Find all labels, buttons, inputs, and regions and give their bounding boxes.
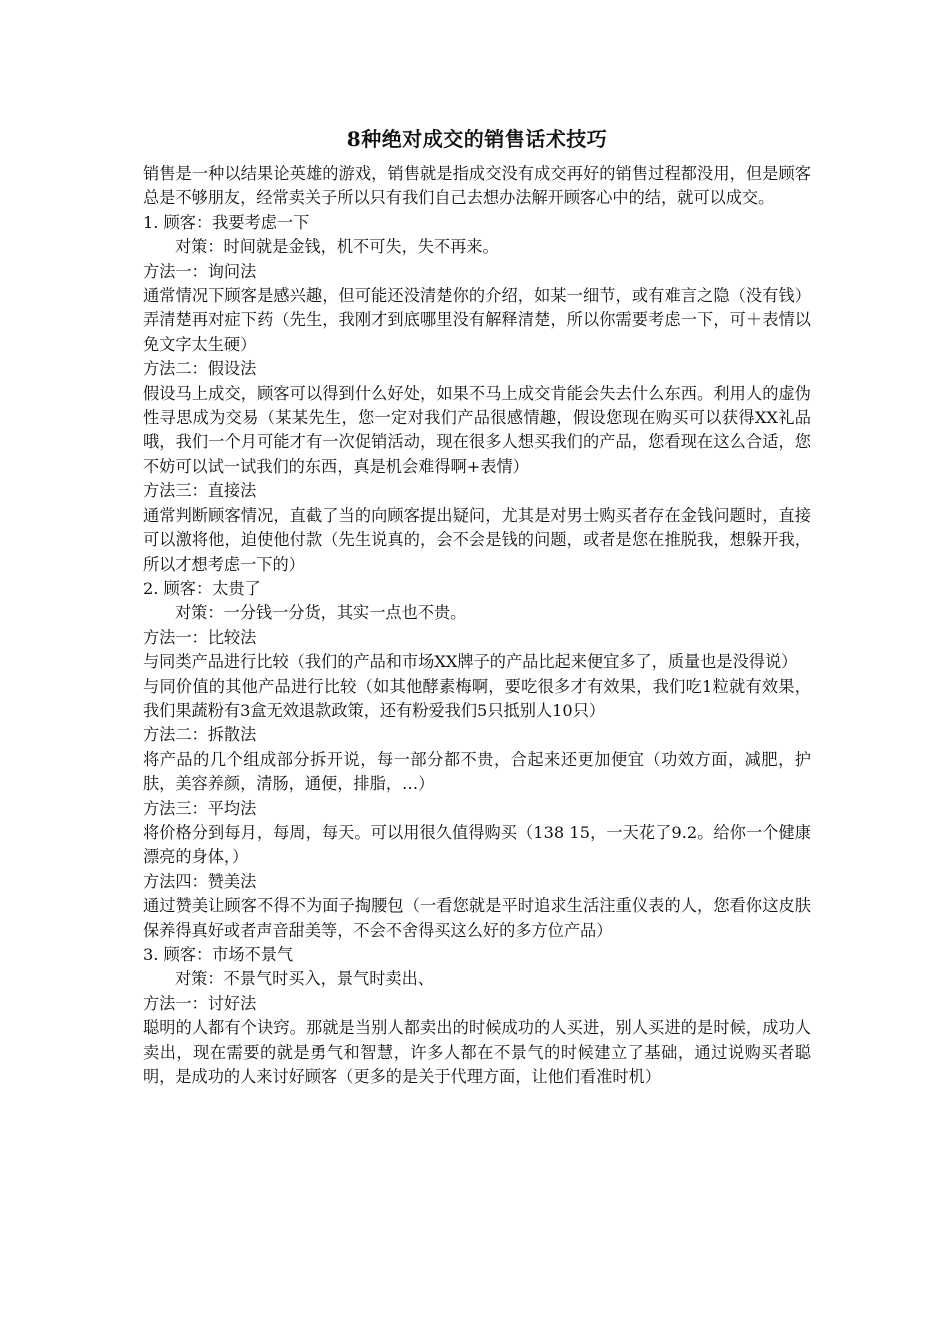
method-paragraph: 通常判断顾客情况，直截了当的向顾客提出疑问，尤其是对男士购买者存在金钱问题时，直接可以激将他，迫使他付款（先生说真的，会不会是钱的问题，或者是您在推脱我，想躲开我，所以才想考虑一下的） [143,505,811,574]
method-heading: 方法一：比较法 [143,627,257,647]
method-paragraph: 将价格分到每月，每周，每天。可以用很久值得购买（138 15，一天花了9.2。给你一个健康漂亮的身体，） [143,822,811,867]
method-paragraph: 通过赞美让顾客不得不为面子掏腰包（一看您就是平时追求生活注重仪表的人，您看你这皮肤保养得真好或者声音甜美等，不会不舍得买这么好的多方位产品） [143,896,811,940]
method-heading: 方法四：赞美法 [143,871,257,891]
section-heading-2: 2. 顾客：太贵了 [143,578,261,598]
method-paragraph: 假设马上成交，顾客可以得到什么好处，如果不马上成交肯能会失去什么东西。利用人的虚伪性寻思成为交易（某某先生，您一定对我们产品很感情趣，假设您现在购买可以获得XX礼品哦，我们一个月可能才有一次促销活动，现在很多人想买我们的产品，您看现在这么合适，您不妨可以试一试我们的东西，真是机会难得啊+表情） [143,383,811,476]
method-paragraph: 与同价值的其他产品进行比较（如其他酵素梅啊，要吃很多才有效果，我们吃1粒就有效果，我们果蔬粉有3盒无效退款政策，还有粉爱我们5只抵别人10只） [143,676,811,720]
method-heading: 方法一：讨好法 [143,993,257,1013]
strategy-line-1: 对策：时间就是金钱，机不可失，失不再来。 [175,237,499,257]
method-heading: 方法二：拆散法 [143,725,257,745]
intro-paragraph: 销售是一种以结果论英雄的游戏，销售就是指成交没有成交再好的销售过程都没用，但是顾客总是不够朋友，经常卖关子所以只有我们自己去想办法解开顾客心中的结，就可以成交。 [143,164,811,208]
method-heading: 方法三：直接法 [143,481,257,501]
strategy-line-2: 对策：一分钱一分货，其实一点也不贵。 [175,603,467,623]
method-paragraph: 与同类产品进行比较（我们的产品和市场XX牌子的产品比起来便宜多了，质量也是没得说） [143,652,798,672]
method-heading: 方法三：平均法 [143,798,257,818]
section-heading-3: 3. 顾客：市场不景气 [143,945,294,964]
document-page [143,124,811,1089]
document-title: 8种绝对成交的销售话术技巧 [346,127,608,151]
method-paragraph: 将产品的几个组成部分拆开说，每一部分都不贵，合起来还更加便宜（功效方面，减肥，护肤，美容养颜，清肠，通便，排脂，…） [143,749,811,794]
method-paragraph: 聪明的人都有个诀窍。那就是当别人都卖出的时候成功的人买进，别人买进的是时候，成功人卖出，现在需要的就是勇气和智慧，许多人都在不景气的时候建立了基础，通过说购买者聪明，是成功的人来讨好顾客（更多的是关于代理方面，让他们看准时机） [143,1018,811,1087]
method-heading: 方法一：询问法 [143,261,257,281]
method-heading: 方法二：假设法 [143,359,257,379]
strategy-line-3: 对策：不景气时买入，景气时卖出、 [175,969,434,989]
method-paragraph: 通常情况下顾客是感兴趣，但可能还没清楚你的介绍，如某一细节，或有难言之隐（没有钱）弄清楚再对症下药（先生，我刚才到底哪里没有解释清楚，所以你需要考虑一下，可＋表情以免文字太生硬） [143,286,811,354]
section-heading-1: 1. 顾客：我要考虑一下 [143,212,310,232]
